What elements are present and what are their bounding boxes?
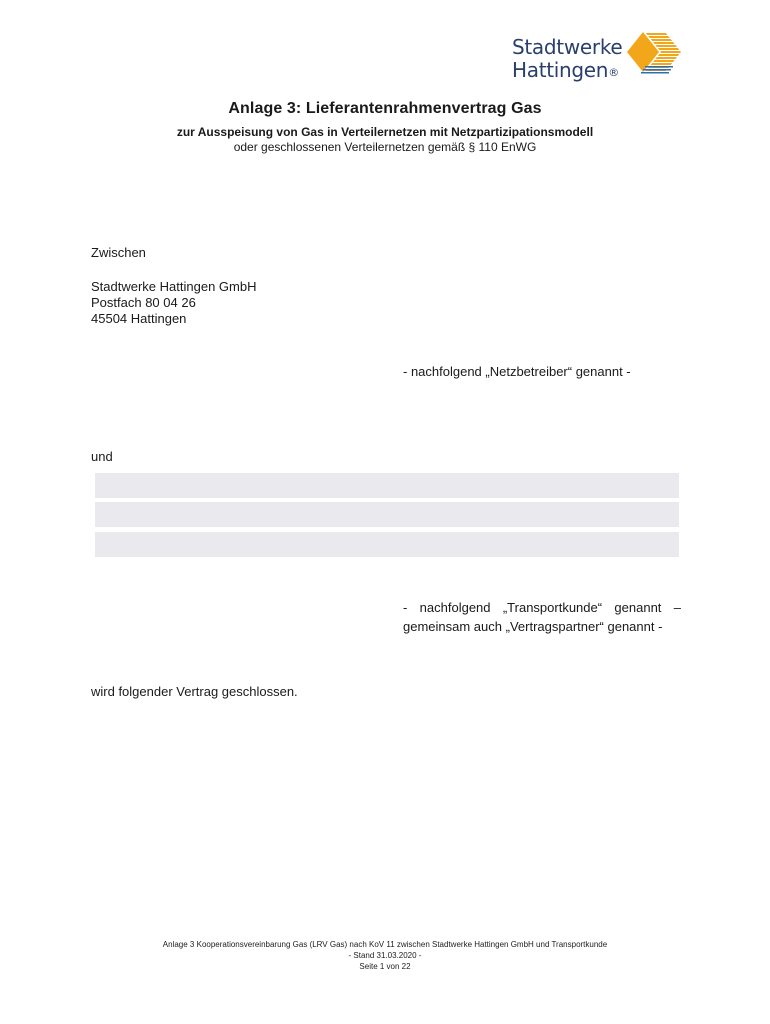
netzbetreiber-label: - nachfolgend „Netzbetreiber“ genannt - (403, 364, 631, 379)
transportkunde-field-2[interactable] (95, 502, 679, 527)
und-text: und (91, 449, 113, 464)
netzbetreiber-address (91, 279, 256, 327)
transportkunde-label-1: - nachfolgend „Transportkunde“ genannt – (403, 600, 681, 615)
address-line: Stadtwerke Hattingen GmbH (91, 279, 257, 294)
page-footer (0, 939, 770, 972)
logo-text (512, 36, 624, 82)
closing-text: wird folgender Vertrag geschlossen. (91, 684, 298, 699)
logo-line-2: Hattingen® (512, 58, 619, 82)
footer-page-number: Seite 1 von 22 (359, 962, 411, 971)
transportkunde-label-2: gemeinsam auch „Vertragspartner“ genannt - (403, 619, 663, 634)
address-line: Postfach 80 04 26 (91, 295, 196, 310)
footer-line-1: Anlage 3 Kooperationsvereinbarung Gas (LRV Gas) nach KoV 11 zwischen Stadtwerke Hattingen GmbH und Transportkunde (162, 940, 608, 949)
transportkunde-field-3[interactable] (95, 532, 679, 557)
registered-mark: ® (608, 66, 619, 79)
address-line: 45504 Hattingen (91, 311, 187, 326)
footer-stand: - Stand 31.03.2020 - (348, 951, 422, 960)
logo-mark-icon (625, 30, 681, 76)
transportkunde-field-1[interactable] (95, 473, 679, 498)
page-subtitle: zur Ausspeisung von Gas in Verteilernetzen mit Netzpartizipationsmodell (176, 125, 594, 139)
page-title: Anlage 3: Lieferantenrahmenvertrag Gas (228, 100, 542, 117)
page-subtitle-2: oder geschlossenen Verteilernetzen gemäß § 110 EnWG (233, 140, 537, 154)
zwischen-text: Zwischen (91, 245, 146, 260)
logo-line-1: Stadtwerke (512, 35, 623, 59)
